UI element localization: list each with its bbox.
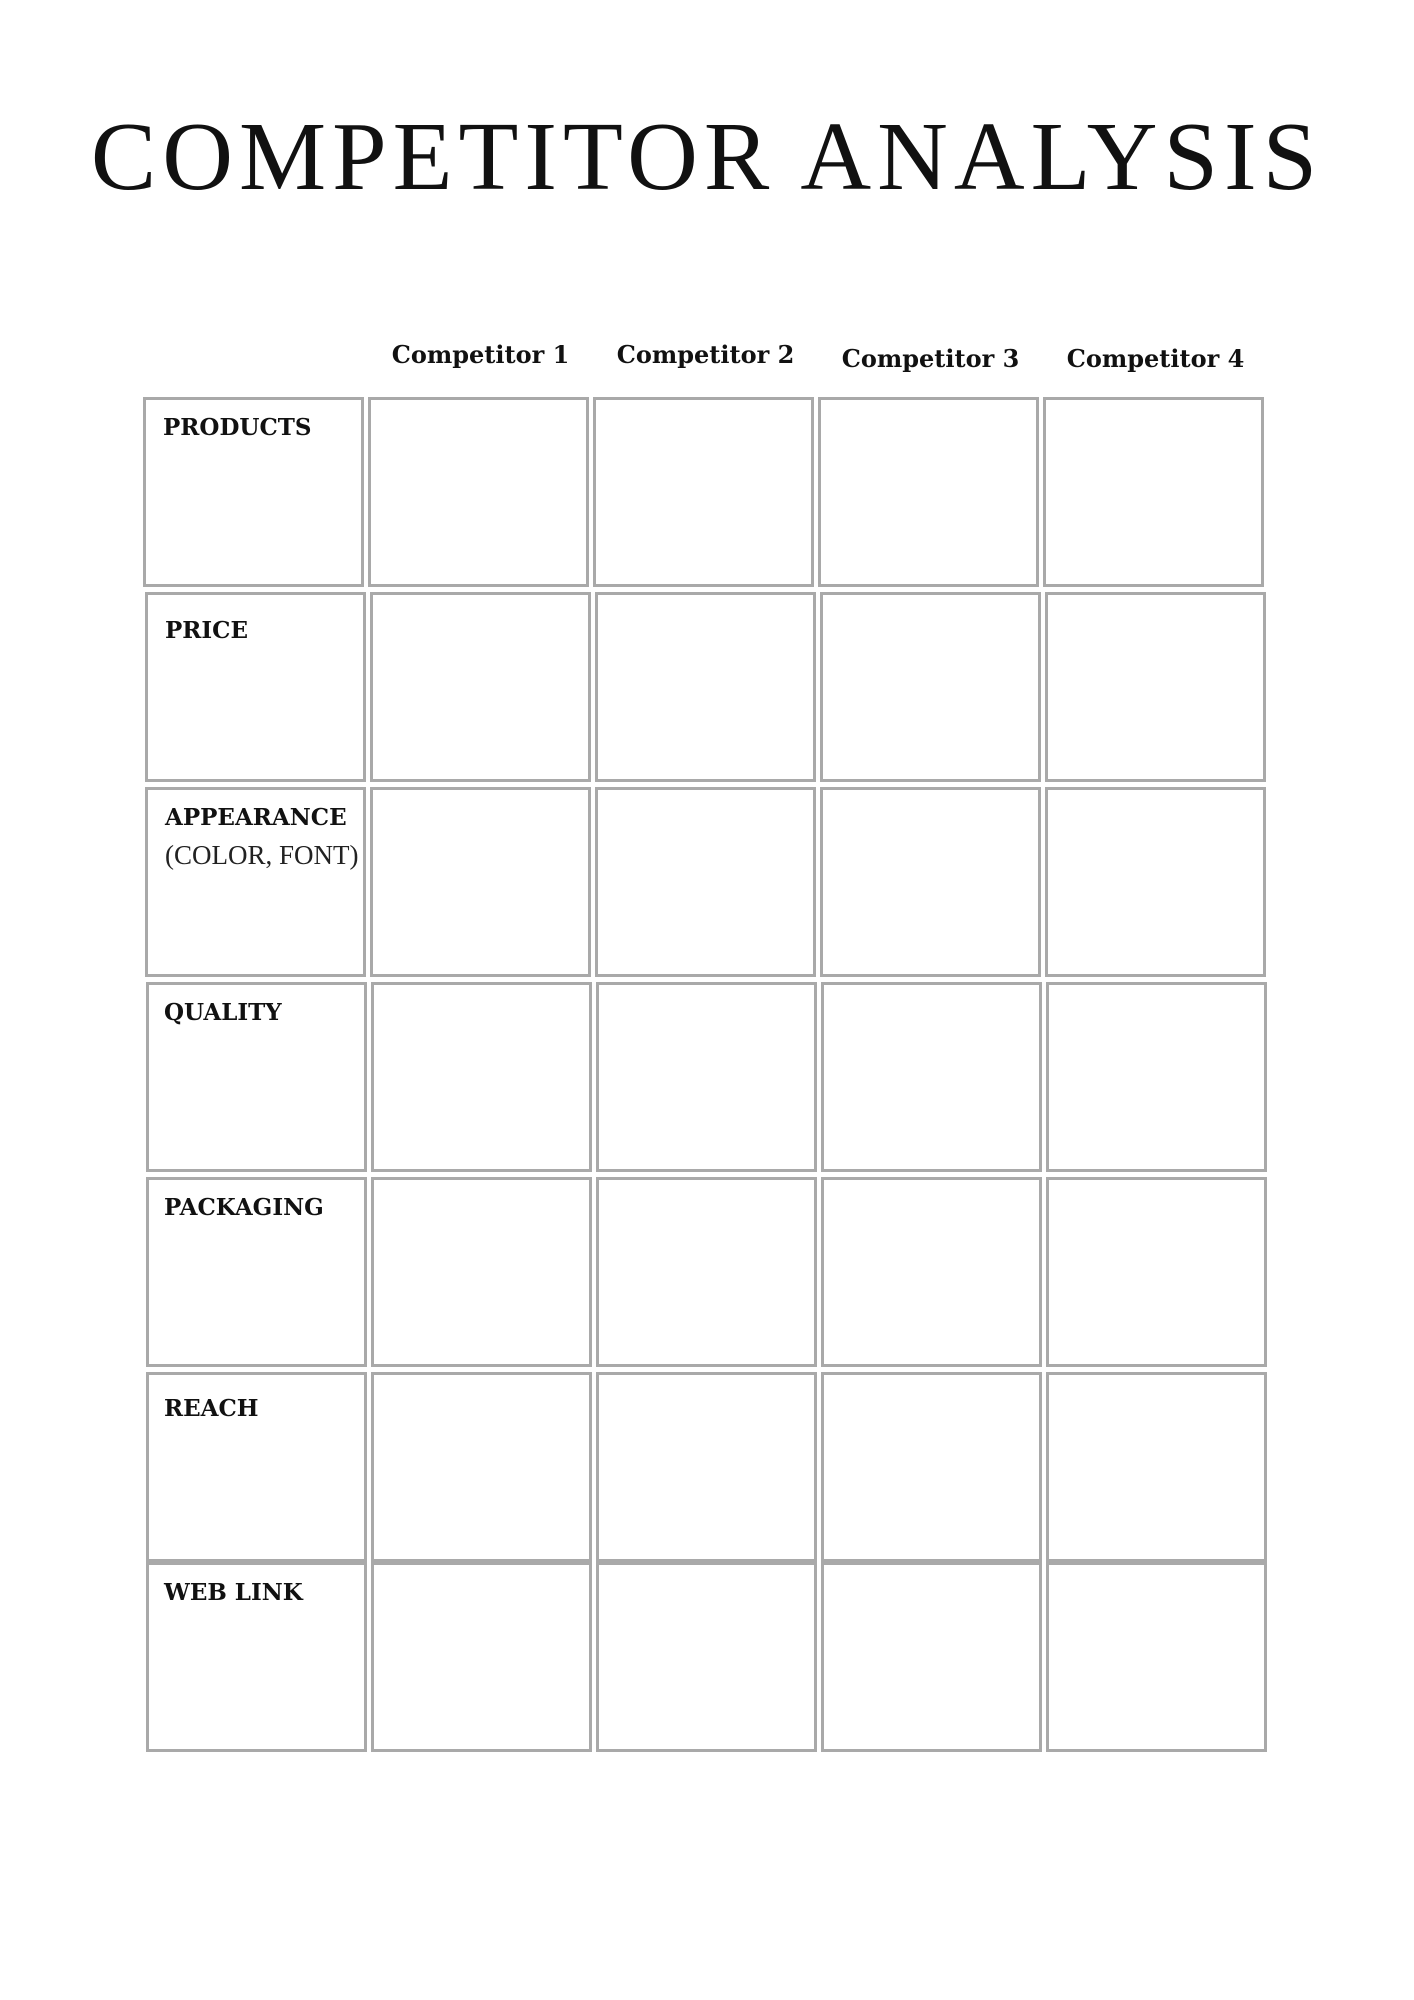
cell-appearance-competitor-3[interactable] [820, 787, 1041, 977]
cell-price-competitor-2[interactable] [595, 592, 816, 782]
cell-web-link-competitor-4[interactable] [1046, 1562, 1267, 1752]
cell-products-competitor-1[interactable] [368, 397, 589, 587]
cell-appearance-competitor-4[interactable] [1045, 787, 1266, 977]
cell-products-competitor-2[interactable] [593, 397, 814, 587]
cell-price-competitor-3[interactable] [820, 592, 1041, 782]
cell-appearance-competitor-2[interactable] [595, 787, 816, 977]
table-row-price [145, 592, 1271, 786]
cell-reach-competitor-2[interactable] [596, 1372, 817, 1562]
row-label-cell [145, 592, 366, 782]
cell-quality-competitor-4[interactable] [1046, 982, 1267, 1172]
table-row-products [143, 397, 1269, 591]
cell-price-competitor-1[interactable] [370, 592, 591, 782]
cell-reach-competitor-3[interactable] [821, 1372, 1042, 1562]
cell-web-link-competitor-2[interactable] [596, 1562, 817, 1752]
table-row-quality [146, 982, 1272, 1176]
row-label-cell [146, 1562, 367, 1752]
cell-quality-competitor-3[interactable] [821, 982, 1042, 1172]
cell-products-competitor-4[interactable] [1043, 397, 1264, 587]
cell-reach-competitor-4[interactable] [1046, 1372, 1267, 1562]
cell-web-link-competitor-3[interactable] [821, 1562, 1042, 1752]
row-label: PACKAGING [164, 1194, 324, 1221]
column-header-competitor-4: Competitor 4 [1066, 344, 1245, 373]
table-row-reach [146, 1372, 1272, 1566]
row-label-cell [146, 1372, 367, 1562]
table-row-web-link [146, 1562, 1272, 1756]
row-label: WEB LINK [164, 1579, 303, 1606]
column-header-competitor-2: Competitor 2 [616, 340, 795, 369]
page-title: COMPETITOR ANALYSIS [90, 103, 1324, 211]
table-row-packaging [146, 1177, 1272, 1371]
cell-quality-competitor-2[interactable] [596, 982, 817, 1172]
row-label: REACH [164, 1395, 259, 1422]
row-label: PRICE [165, 617, 249, 644]
row-label: PRODUCTS [163, 414, 312, 441]
row-label-cell [146, 1177, 367, 1367]
row-label-cell [143, 397, 364, 587]
cell-quality-competitor-1[interactable] [371, 982, 592, 1172]
cell-packaging-competitor-3[interactable] [821, 1177, 1042, 1367]
cell-packaging-competitor-4[interactable] [1046, 1177, 1267, 1367]
column-header-competitor-1: Competitor 1 [391, 340, 570, 369]
cell-packaging-competitor-1[interactable] [371, 1177, 592, 1367]
cell-appearance-competitor-1[interactable] [370, 787, 591, 977]
cell-price-competitor-4[interactable] [1045, 592, 1266, 782]
cell-packaging-competitor-2[interactable] [596, 1177, 817, 1367]
row-label-cell [146, 982, 367, 1172]
cell-reach-competitor-1[interactable] [371, 1372, 592, 1562]
cell-products-competitor-3[interactable] [818, 397, 1039, 587]
column-headers [368, 340, 1268, 380]
cell-web-link-competitor-1[interactable] [371, 1562, 592, 1752]
row-label: APPEARANCE [165, 804, 347, 831]
row-label: QUALITY [164, 999, 282, 1026]
row-label-cell [145, 787, 366, 977]
row-sublabel: (COLOR, FONT) [165, 840, 359, 870]
column-header-competitor-3: Competitor 3 [841, 344, 1020, 373]
table-row-appearance [145, 787, 1271, 981]
